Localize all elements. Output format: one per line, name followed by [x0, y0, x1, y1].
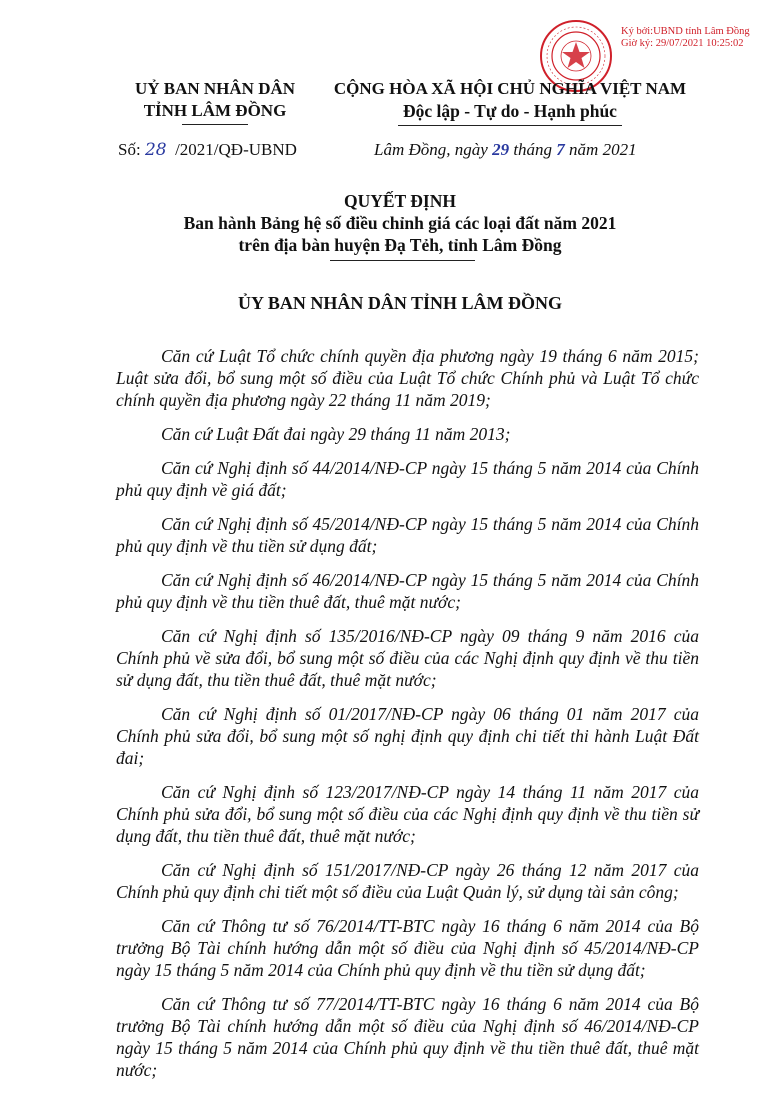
national-motto: Độc lập - Tự do - Hạnh phúc [403, 101, 617, 121]
paragraph: Căn cứ Nghị định số 44/2014/NĐ-CP ngày 15 tháng 5 năm 2014 của Chính phủ quy định về giá đất; [116, 458, 699, 500]
number-suffix: /2021/QĐ-UBND [175, 140, 297, 159]
paragraph: Căn cứ Nghị định số 151/2017/NĐ-CP ngày 26 tháng 12 năm 2017 của Chính phủ quy định chi tiết một số điều của Luật Quản lý, sử dụng tài sản công; [116, 860, 699, 902]
signature-time: Giờ ký: 29/07/2021 10:25:02 [621, 38, 744, 49]
org-line-2: TỈNH LÂM ĐỒNG [143, 101, 287, 120]
legal-basis-body [116, 345, 699, 1093]
title-underline [330, 260, 475, 261]
paragraph: Căn cứ Nghị định số 46/2014/NĐ-CP ngày 15 tháng 5 năm 2014 của Chính phủ quy định về thu tiền thuê đất, thuê mặt nước; [116, 570, 699, 612]
decision-type: QUYẾT ĐỊNH [344, 191, 456, 211]
motto-underline [398, 125, 622, 126]
place-date [374, 140, 637, 160]
paragraph: Căn cứ Luật Tổ chức chính quyền địa phương ngày 19 tháng 6 năm 2015; Luật sửa đổi, bổ sung một số điều của Luật Tổ chức Chính phủ và Luật Tổ chức chính quyền địa phương ngày 22 tháng 11 năm 2019; [116, 346, 699, 410]
paragraph: Căn cứ Nghị định số 123/2017/NĐ-CP ngày 14 tháng 11 năm 2017 của Chính phủ sửa đổi, bổ sung một số điều của các Nghị định quy định về thu tiền sử dụng đất, thu tiền thuê đất, thuê mặt nước; [116, 782, 699, 846]
date-day: 29 [492, 140, 510, 159]
signature-note [621, 26, 750, 50]
document-number [118, 140, 297, 160]
date-month: 7 [556, 140, 565, 159]
title-line-1: Ban hành Bảng hệ số điều chỉnh giá các loại đất năm 2021 [183, 213, 617, 233]
paragraph: Căn cứ Thông tư số 77/2014/TT-BTC ngày 16 tháng 6 năm 2014 của Bộ trưởng Bộ Tài chính hướng dẫn một số điều của Nghị định số 46/2014/NĐ-CP ngày 15 tháng 5 năm 2014 của Chính phủ quy định về thu tiền thuê đất, thuê mặt nước; [116, 994, 699, 1080]
number-handwritten: 28 [144, 140, 167, 160]
place-text: Lâm Đồng, ngày [374, 140, 488, 159]
issuing-organization [100, 78, 330, 122]
month-label: tháng [513, 140, 553, 159]
paragraph: Căn cứ Thông tư số 76/2014/TT-BTC ngày 16 tháng 6 năm 2014 của Bộ trưởng Bộ Tài chính hướng dẫn một số điều của Nghị định số 45/2014/NĐ-CP ngày 15 tháng 5 năm 2014 của Chính phủ quy định về thu tiền sử dụng đất; [116, 916, 699, 980]
nation-name: CỘNG HÒA XÃ HỘI CHỦ NGHĨA VIỆT NAM [333, 79, 687, 98]
year-label: năm 2021 [569, 140, 637, 159]
paragraph: Căn cứ Nghị định số 135/2016/NĐ-CP ngày 09 tháng 9 năm 2016 của Chính phủ về sửa đổi, bổ sung một số điều của các Nghị định quy định về thu tiền sử dụng đất, thu tiền thuê đất, thuê mặt nước; [116, 626, 699, 690]
number-prefix: Số: [118, 140, 141, 159]
org-line-1: UỶ BAN NHÂN DÂN [134, 79, 296, 98]
org-underline [182, 124, 248, 125]
authority-heading: ỦY BAN NHÂN DÂN TỈNH LÂM ĐỒNG [237, 293, 562, 313]
signature-signer: Ký bởi:UBND tỉnh Lâm Đồng [621, 26, 750, 37]
paragraph: Căn cứ Nghị định số 45/2014/NĐ-CP ngày 15 tháng 5 năm 2014 của Chính phủ quy định về thu tiền sử dụng đất; [116, 514, 699, 556]
paragraph: Căn cứ Nghị định số 01/2017/NĐ-CP ngày 06 tháng 01 năm 2017 của Chính phủ sửa đổi, bổ sung một số nghị định quy định chi tiết thi hành Luật Đất đai; [116, 704, 699, 768]
title-line-2: trên địa bàn huyện Đạ Tẻh, tỉnh Lâm Đồng [238, 235, 562, 255]
national-header [330, 78, 690, 122]
decision-title [100, 190, 700, 256]
paragraph: Căn cứ Luật Đất đai ngày 29 tháng 11 năm 2013; [161, 424, 511, 444]
